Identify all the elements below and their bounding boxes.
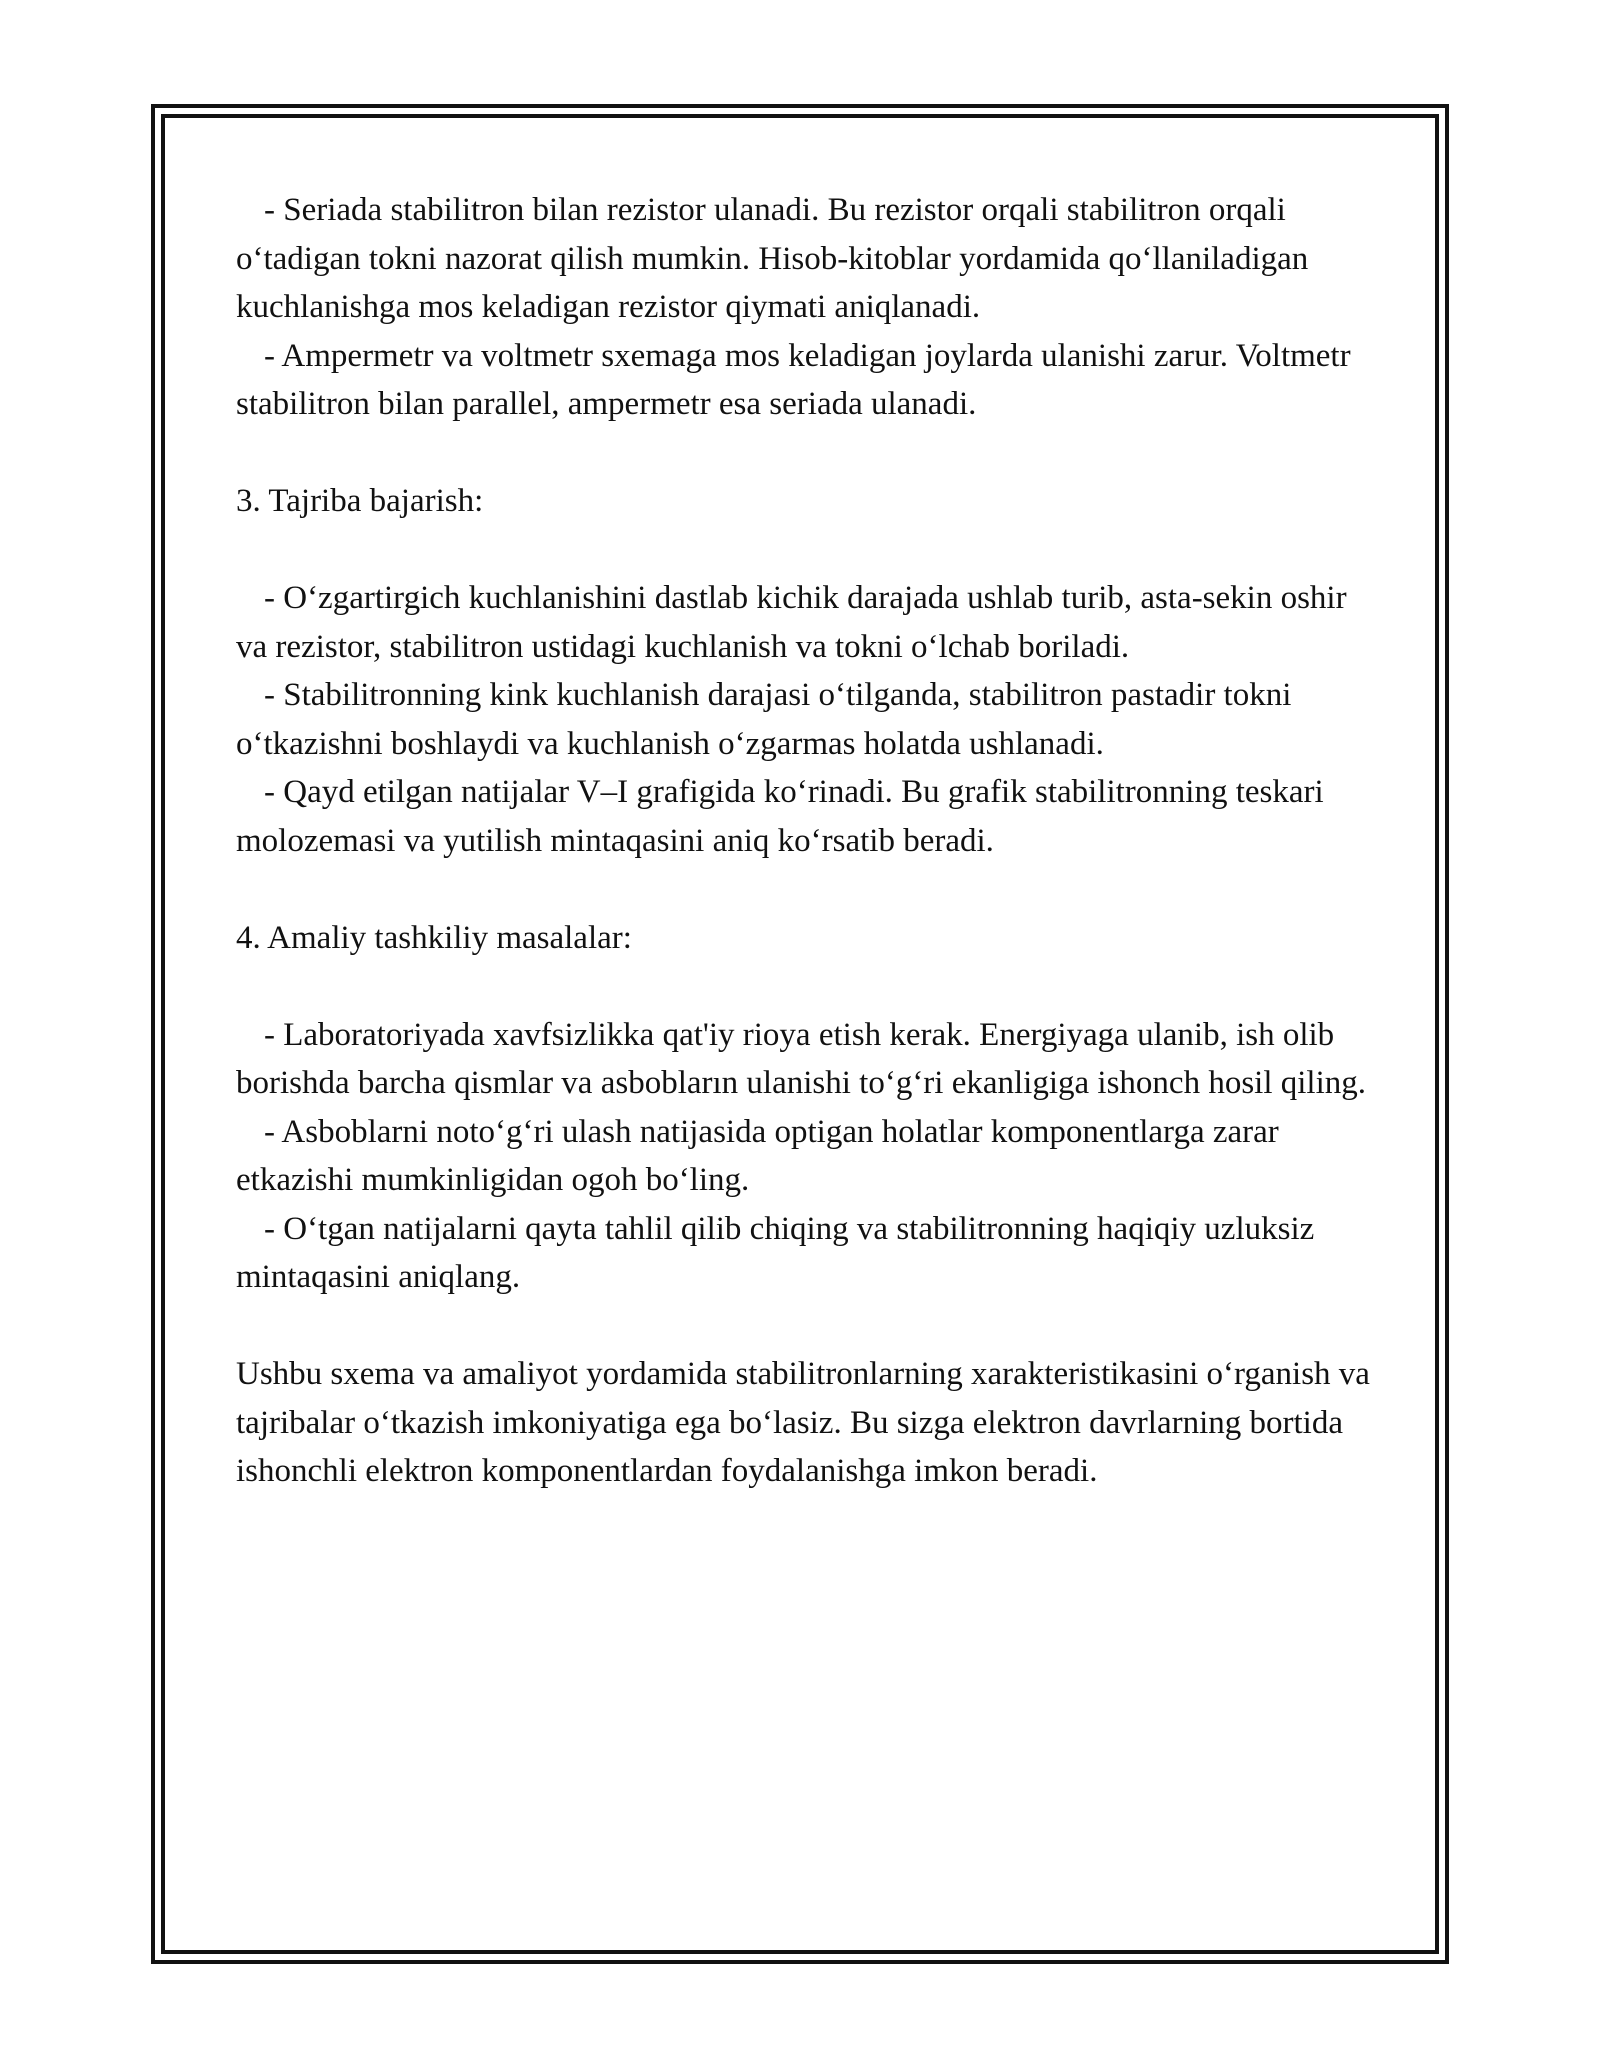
- section-heading-4: 4. Amaliy tashkiliy masalalar:: [236, 919, 632, 956]
- blank-line: [236, 1302, 1376, 1351]
- paragraph-analysis: - O‘tgan natijalarni qayta tahlil qilib chiqing va stabilitronning haqiqiy uzluksiz mintaqasini aniqlang.: [236, 1210, 1315, 1295]
- paragraph-safety: - Laboratoriyada xavfsizlikka qat'iy rioya etish kerak. Energiyaga ulanib, ish olib borishda barcha qismlar va asbobların ulanishi to‘g‘ri ekanligiga ishonch hosil qiling.: [236, 1016, 1367, 1101]
- blank-line: [236, 526, 1376, 575]
- paragraph-resistor: - Seriada stabilitron bilan rezistor ulanadi. Bu rezistor orqali stabilitron orqali o‘tadigan tokni nazorat qilish mumkin. Hisob-kitoblar yordamida qo‘llaniladigan kuchlanishga mos keladigan rezistor qiymati aniqlanadi.: [236, 192, 1309, 325]
- paragraph-wrong-connection: - Asboblarni noto‘g‘ri ulash natijasida optigan holatlar komponentlarga zarar etkazishi mumkinligidan ogoh bo‘ling.: [236, 1113, 1279, 1198]
- section-heading-3: 3. Tajriba bajarish:: [236, 483, 484, 519]
- blank-line: [236, 962, 1376, 1011]
- paragraph-conclusion: Ushbu sxema va amaliyot yordamida stabilitronlarning xarakteristikasini o‘rganish va tajribalar o‘tkazish imkoniyatiga ega bo‘lasiz. Bu sizga elektron davrlarning bortida ishonchli elektron komponentlardan foydalanishga imkon beradi.: [236, 1356, 1370, 1489]
- document-body: [236, 186, 1376, 1496]
- paragraph-kink-voltage: - Stabilitronning kink kuchlanish darajasi o‘tilganda, stabilitron pastadir tokni o‘tkazishni boshlaydi va kuchlanish o‘zgarmas holatda ushlanadi.: [236, 677, 1292, 762]
- paragraph-meters: - Ampermetr va voltmetr sxemaga mos keladigan joylarda ulanishi zarur. Voltmetr stabilitron bilan parallel, ampermetr esa seriada ulanadi.: [236, 337, 1351, 422]
- blank-line: [236, 429, 1376, 478]
- blank-line: [236, 865, 1376, 914]
- paragraph-voltage-increase: - O‘zgartirgich kuchlanishini dastlab kichik darajada ushlab turib, asta-sekin oshir va rezistor, stabilitron ustidagi kuchlanish va tokni o‘lchab boriladi.: [236, 580, 1347, 665]
- paragraph-vi-graph: - Qayd etilgan natijalar V–I grafigida ko‘rinadi. Bu grafik stabilitronning teskari molozemasi va yutilish mintaqasini aniq ko‘rsatib beradi.: [236, 774, 1324, 859]
